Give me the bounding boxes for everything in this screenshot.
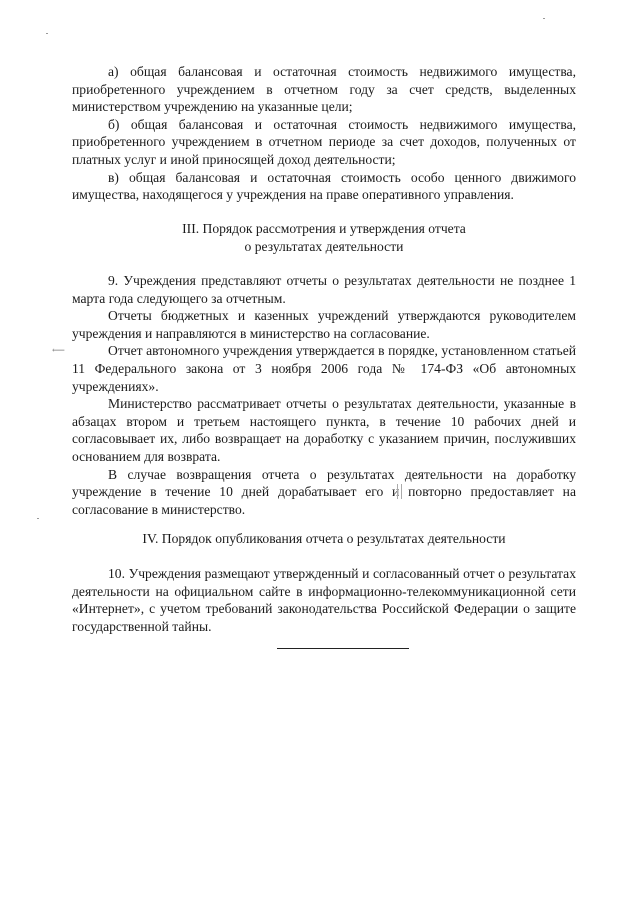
paragraph-budget-reports: Отчеты бюджетных и казенных учреждений утверждаются руководителем учреждения и направляются в министерство на согласование. [72,308,576,341]
section-4-title: IV. Порядок опубликования отчета о результатах деятельности [142,531,506,546]
scan-speck [37,518,39,519]
scan-speck [46,33,48,34]
paragraph-9: 9. Учреждения представляют отчеты о результатах деятельности не позднее 1 марта года следующего за отчетным. [72,273,576,306]
item-b: б) общая балансовая и остаточная стоимость недвижимого имущества, приобретенного учреждением в отчетном периоде за счет доходов, полученных от платных услуг и иной приносящей доход деятельности; [72,116,576,167]
section-3-heading [72,220,576,255]
items-list [72,63,576,204]
section-3-body [72,272,576,518]
margin-arrow-mark: ⟵ [52,345,64,355]
scan-speck [543,18,545,19]
section-4-heading [72,530,576,548]
section-4-body [72,565,576,635]
item-c: в) общая балансовая и остаточная стоимость особо ценного движимого имущества, находящегося у учреждения на праве оперативного управления. [72,169,576,203]
paragraph-autonomous-report: Отчет автономного учреждения утверждается в порядке, установленном статьей 11 Федерального закона от 3 ноября 2006 года № 174-ФЗ «Об автономных учреждениях». [72,343,576,394]
paragraph-ministry-review: Министерство рассматривает отчеты о результатах деятельности, указанные в абзацах втором и третьем настоящего пункта, в течение 10 рабочих дней и согласовывает их, либо возвращает на доработку с указанием причин, послуживших основанием для возврата. [72,396,576,464]
paragraph-return-rework: В случае возвращения отчета о результатах деятельности на доработку учреждение в течение 10 дней дорабатывает его и повторно предоставляет на согласование в министерство. [72,466,576,517]
end-of-document-line [277,648,409,649]
item-a: а) общая балансовая и остаточная стоимость недвижимого имущества, приобретенного учреждением в отчетном году за счет средств, выделенных министерством учреждению на указанные цели; [72,64,576,115]
paragraph-10: 10. Учреждения размещают утвержденный и согласованный отчет о результатах деятельности на официальном сайте в информационно-телекоммуникационной сети «Интернет», с учетом требований законодательства Российской Федерации о защите государственной тайны. [72,566,576,634]
section-3-title-line2: о результатах деятельности [244,238,404,254]
section-3-title-line1: III. Порядок рассмотрения и утверждения отчета [182,221,466,236]
text-cursor-mark [397,484,402,499]
